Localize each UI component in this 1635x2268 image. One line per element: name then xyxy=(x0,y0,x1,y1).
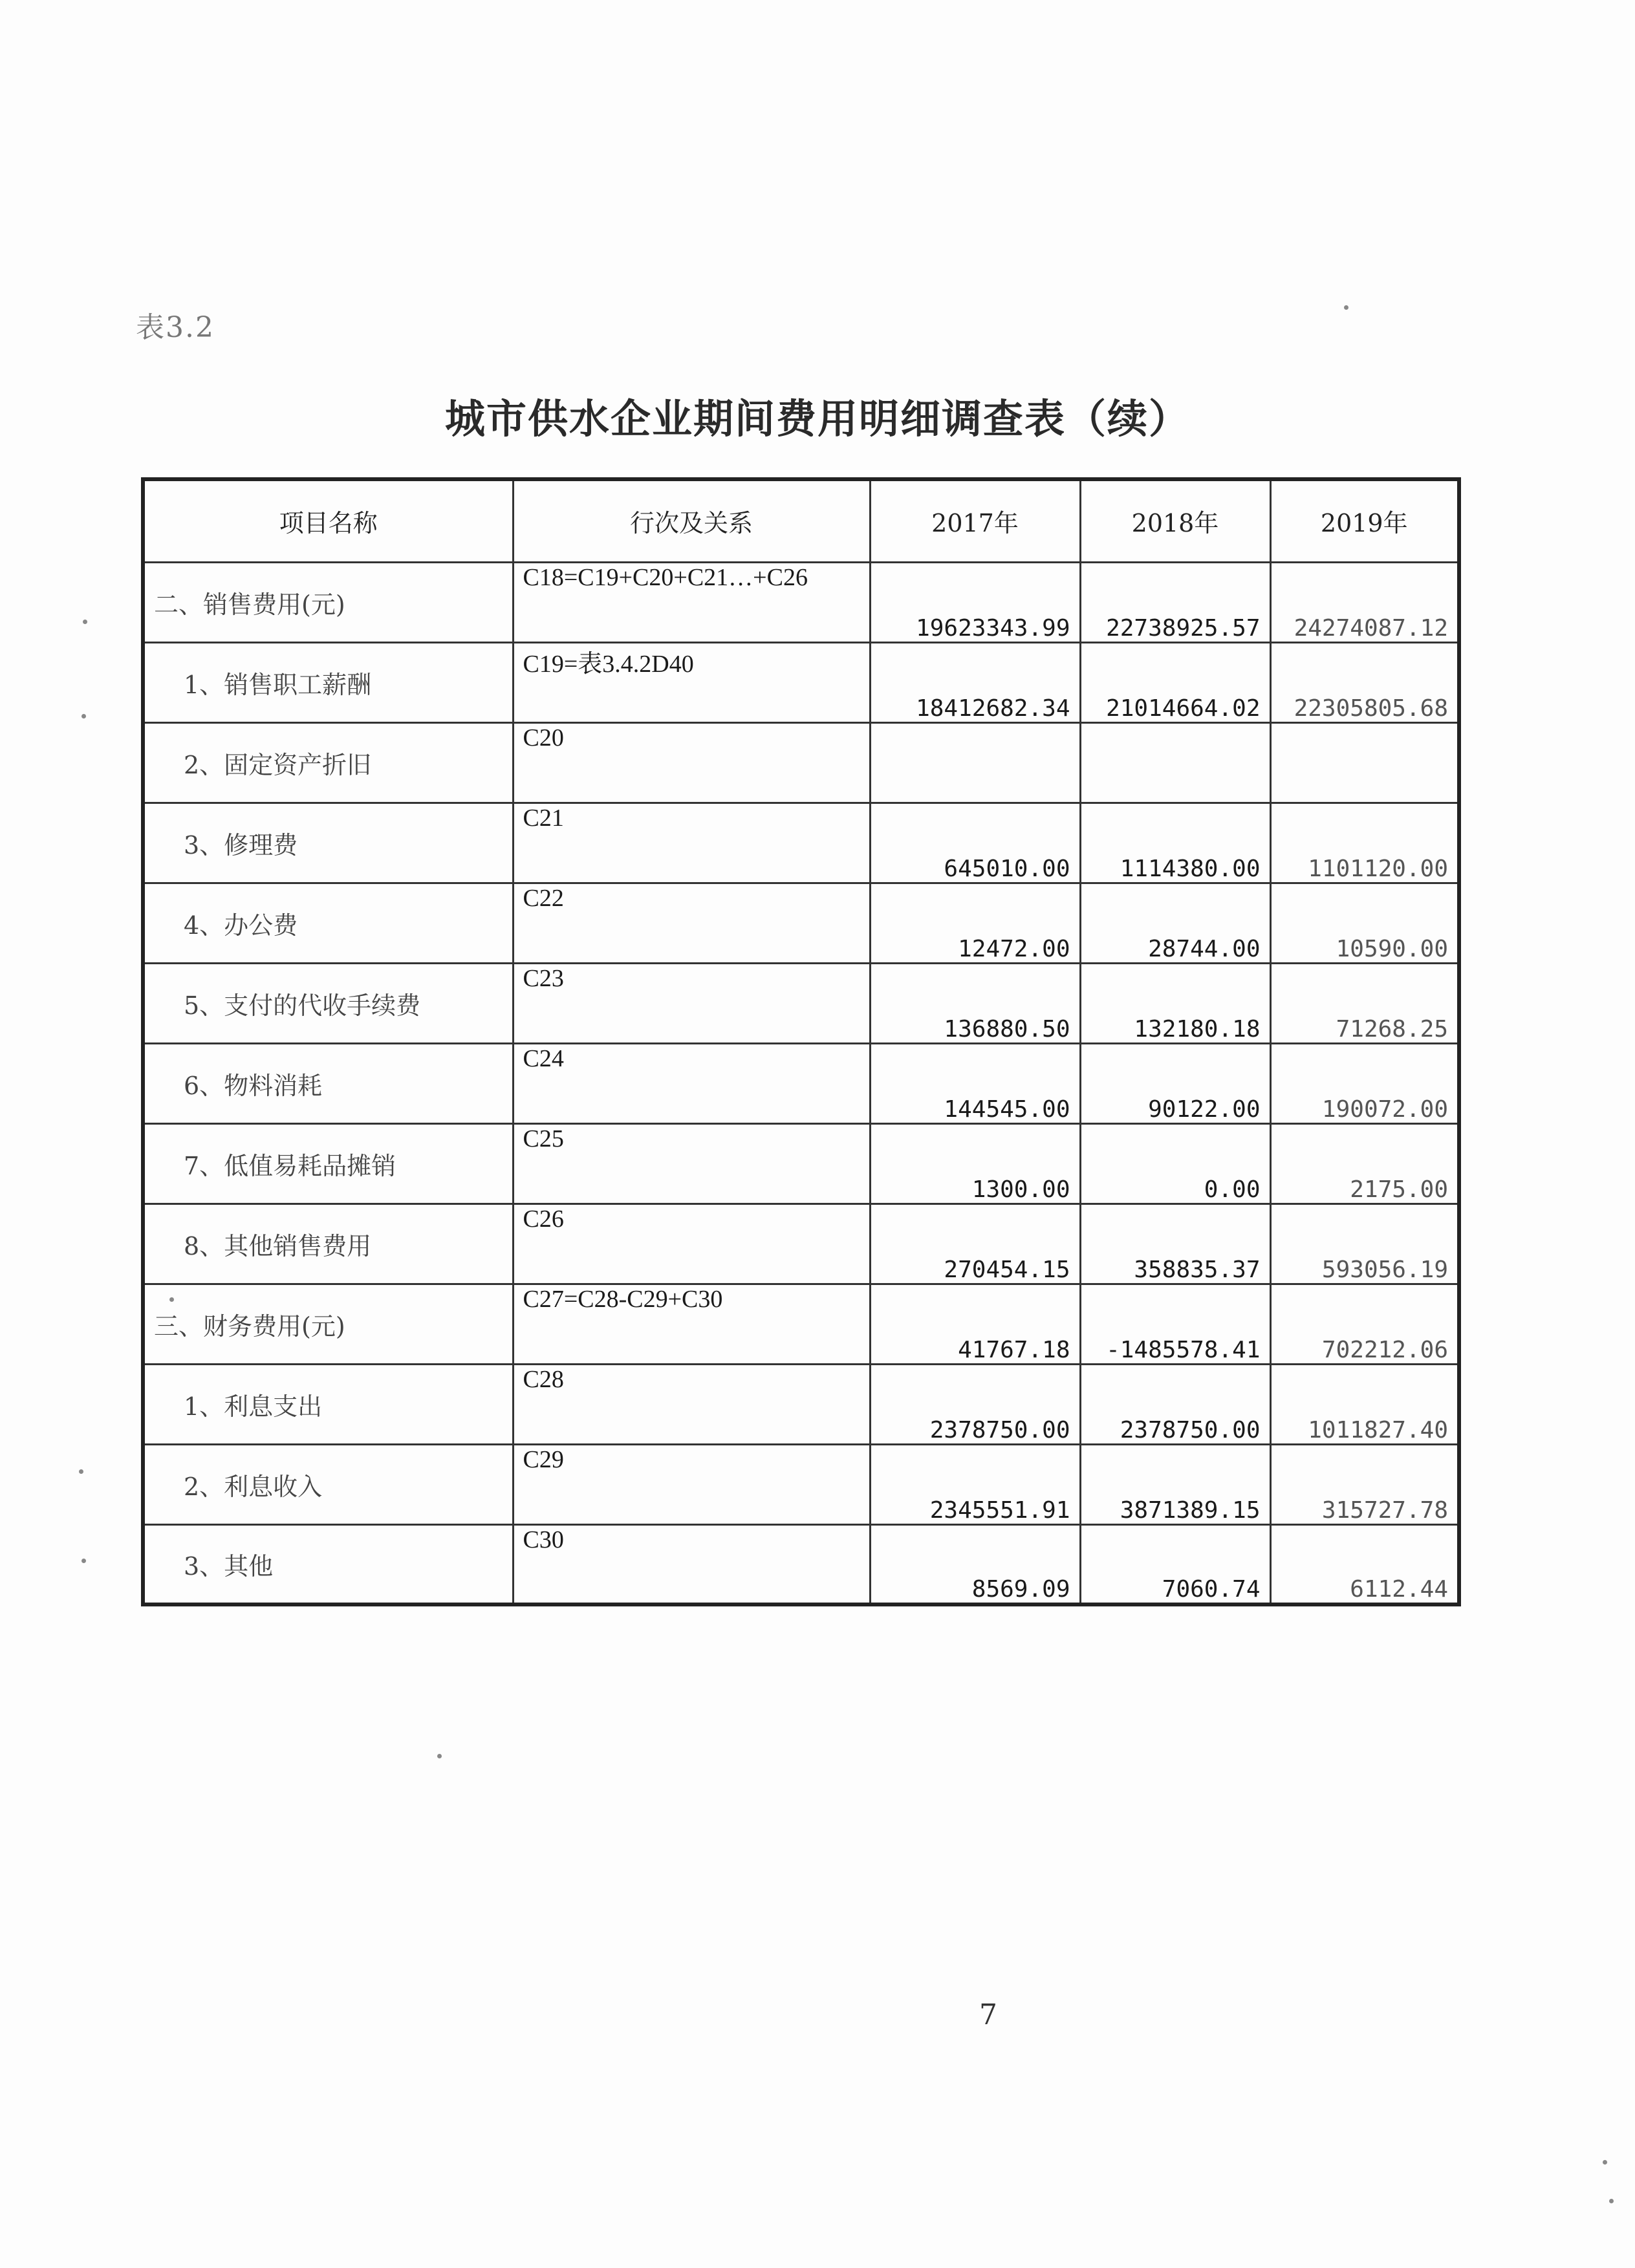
row-relation: C19=表3.4.2D40 xyxy=(513,642,870,722)
row-relation: C23 xyxy=(513,963,870,1043)
item-name: 5、支付的代收手续费 xyxy=(143,963,513,1043)
value-2017: 8569.09 xyxy=(870,1524,1080,1604)
value-2017: 144545.00 xyxy=(870,1043,1080,1123)
item-name: 1、利息支出 xyxy=(143,1364,513,1444)
value-2018: 7060.74 xyxy=(1080,1524,1270,1604)
value-2017: 18412682.34 xyxy=(870,642,1080,722)
table-row xyxy=(143,1204,1459,1284)
value-2018: 1114380.00 xyxy=(1080,803,1270,883)
expense-table xyxy=(141,477,1461,1606)
value-2017: 19623343.99 xyxy=(870,562,1080,642)
value-2017: 12472.00 xyxy=(870,883,1080,963)
table-row xyxy=(143,1284,1459,1364)
table-row xyxy=(143,1123,1459,1204)
value-2018: 0.00 xyxy=(1080,1123,1270,1204)
row-relation: C26 xyxy=(513,1204,870,1284)
row-relation: C29 xyxy=(513,1444,870,1524)
value-2018: 90122.00 xyxy=(1080,1043,1270,1123)
row-relation: C27=C28-C29+C30 xyxy=(513,1284,870,1364)
scan-speck xyxy=(81,1559,86,1563)
table-row xyxy=(143,642,1459,722)
scan-speck xyxy=(81,714,86,718)
value-2017: 2345551.91 xyxy=(870,1444,1080,1524)
scan-speck xyxy=(1609,2199,1614,2203)
item-name: 6、物料消耗 xyxy=(143,1043,513,1123)
value-2019: 1011827.40 xyxy=(1270,1364,1459,1444)
table-header xyxy=(143,479,1459,562)
item-name: 三、财务费用(元) xyxy=(143,1284,513,1364)
table-row xyxy=(143,883,1459,963)
value-2017: 270454.15 xyxy=(870,1204,1080,1284)
value-2019: 190072.00 xyxy=(1270,1043,1459,1123)
value-2018: 21014664.02 xyxy=(1080,642,1270,722)
item-name: 8、其他销售费用 xyxy=(143,1204,513,1284)
scan-speck xyxy=(79,1469,83,1474)
header-item-name: 项目名称 xyxy=(143,479,513,562)
item-name: 2、固定资产折旧 xyxy=(143,722,513,803)
header-relation: 行次及关系 xyxy=(513,479,870,562)
value-2019: 315727.78 xyxy=(1270,1444,1459,1524)
scan-speck xyxy=(83,620,87,624)
row-relation: C25 xyxy=(513,1123,870,1204)
value-2019: 702212.06 xyxy=(1270,1284,1459,1364)
page-title: 城市供水企业期间费用明细调查表（续） xyxy=(444,395,1190,442)
value-2019: 71268.25 xyxy=(1270,963,1459,1043)
value-2019: 6112.44 xyxy=(1270,1524,1459,1604)
header-2018: 2018年 xyxy=(1080,479,1270,562)
page-number: 7 xyxy=(979,1998,997,2031)
value-2017: 136880.50 xyxy=(870,963,1080,1043)
scan-speck xyxy=(169,1297,174,1302)
row-relation: C24 xyxy=(513,1043,870,1123)
value-2019: 10590.00 xyxy=(1270,883,1459,963)
value-2018: 22738925.57 xyxy=(1080,562,1270,642)
row-relation: C18=C19+C20+C21…+C26 xyxy=(513,562,870,642)
value-2018: 28744.00 xyxy=(1080,883,1270,963)
value-2018: 132180.18 xyxy=(1080,963,1270,1043)
item-name: 二、销售费用(元) xyxy=(143,562,513,642)
value-2017: 41767.18 xyxy=(870,1284,1080,1364)
item-name: 3、修理费 xyxy=(143,803,513,883)
value-2018 xyxy=(1080,722,1270,803)
value-2019: 24274087.12 xyxy=(1270,562,1459,642)
item-name: 2、利息收入 xyxy=(143,1444,513,1524)
scan-speck xyxy=(1344,305,1348,310)
header-row xyxy=(143,479,1459,562)
value-2019: 593056.19 xyxy=(1270,1204,1459,1284)
header-2019: 2019年 xyxy=(1270,479,1459,562)
value-2018: -1485578.41 xyxy=(1080,1284,1270,1364)
value-2019: 22305805.68 xyxy=(1270,642,1459,722)
value-2019: 2175.00 xyxy=(1270,1123,1459,1204)
value-2018: 358835.37 xyxy=(1080,1204,1270,1284)
table-row xyxy=(143,1444,1459,1524)
row-relation: C30 xyxy=(513,1524,870,1604)
table-row xyxy=(143,1524,1459,1604)
value-2017 xyxy=(870,722,1080,803)
item-name: 3、其他 xyxy=(143,1524,513,1604)
row-relation: C20 xyxy=(513,722,870,803)
scan-speck xyxy=(1603,2160,1607,2165)
value-2019: 1101120.00 xyxy=(1270,803,1459,883)
table-row xyxy=(143,562,1459,642)
table-row xyxy=(143,722,1459,803)
row-relation: C22 xyxy=(513,883,870,963)
table-row xyxy=(143,1364,1459,1444)
item-name: 4、办公费 xyxy=(143,883,513,963)
row-relation: C28 xyxy=(513,1364,870,1444)
item-name: 1、销售职工薪酬 xyxy=(143,642,513,722)
value-2017: 2378750.00 xyxy=(870,1364,1080,1444)
row-relation: C21 xyxy=(513,803,870,883)
value-2017: 1300.00 xyxy=(870,1123,1080,1204)
value-2019 xyxy=(1270,722,1459,803)
header-2017: 2017年 xyxy=(870,479,1080,562)
value-2018: 3871389.15 xyxy=(1080,1444,1270,1524)
item-name: 7、低值易耗品摊销 xyxy=(143,1123,513,1204)
scan-speck xyxy=(437,1754,442,1758)
value-2017: 645010.00 xyxy=(870,803,1080,883)
table-body xyxy=(143,562,1459,1604)
value-2018: 2378750.00 xyxy=(1080,1364,1270,1444)
table-label: 表3.2 xyxy=(136,311,215,344)
table-row xyxy=(143,963,1459,1043)
table-row xyxy=(143,1043,1459,1123)
table-row xyxy=(143,803,1459,883)
